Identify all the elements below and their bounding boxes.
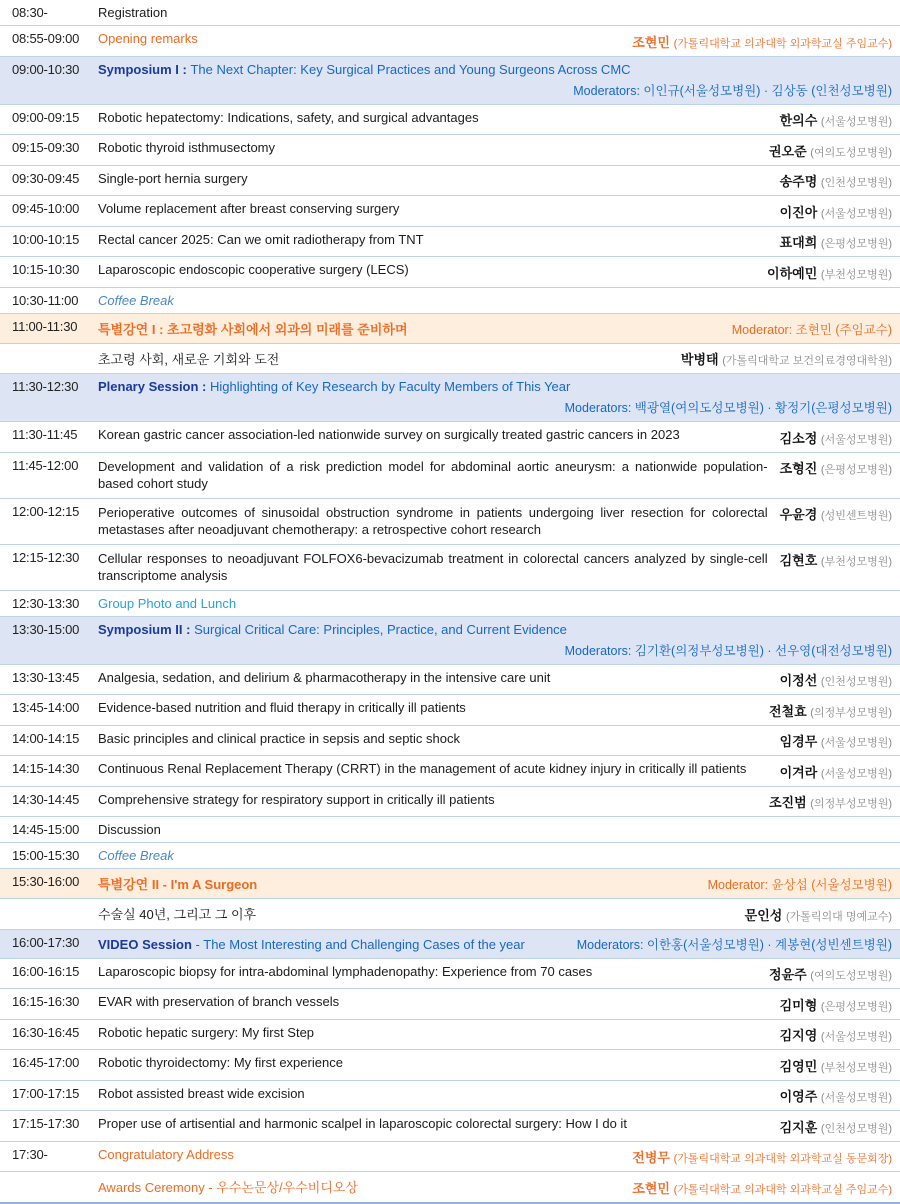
speaker	[780, 110, 892, 130]
talk-title: Comprehensive strategy for respiratory support in critically ill patients	[98, 791, 495, 807]
time-label: 14:00-14:15	[12, 730, 80, 746]
time-label: 10:30-11:00	[12, 292, 79, 308]
session-title-line	[98, 935, 892, 953]
schedule-row	[0, 1020, 900, 1051]
session-header-row	[0, 869, 900, 899]
time-label: 09:30-09:45	[12, 170, 80, 186]
speaker	[780, 761, 892, 781]
break-label: Coffee Break	[98, 292, 174, 308]
speaker-affiliation: (서울성모병원)	[820, 767, 892, 780]
session-title: 특별강연 I : 초고령화 사회에서 외과의 미래를 준비하며	[98, 321, 408, 337]
row-content	[98, 140, 757, 155]
row-content	[98, 670, 768, 685]
schedule-row	[0, 1172, 900, 1204]
row-content	[98, 848, 892, 863]
row-content	[98, 379, 892, 416]
moderators-label: Moderator: 윤상섭 (서울성모병원)	[707, 878, 892, 893]
row-content	[98, 349, 669, 368]
talk-title: Discussion	[98, 822, 161, 838]
row-content	[98, 904, 733, 923]
speaker	[780, 994, 892, 1014]
time-label: 17:30-	[12, 1146, 48, 1162]
speaker-affiliation: (인천성모병원)	[820, 1122, 892, 1135]
moderators-label: Moderators: 김기환(의정부성모병원) · 선우영(대전성모병원)	[564, 643, 892, 658]
speaker-affiliation: (가톨릭대학교 보건의료경영대학원)	[722, 355, 892, 367]
row-content	[98, 596, 892, 611]
speaker	[780, 504, 892, 524]
schedule-row	[0, 422, 900, 453]
talk-title: Proper use of artisential and harmonic scalpel in laparoscopic colorectal surgery: How I do it	[98, 1116, 627, 1132]
row-content	[98, 1086, 768, 1101]
session-title: Symposium II :	[98, 621, 191, 637]
speaker	[780, 232, 892, 252]
time-label: 09:00-10:30	[12, 61, 80, 77]
speaker-name: 조형진	[779, 461, 818, 476]
talk-title: Robotic hepatectomy: Indications, safety, and surgical advantages	[98, 109, 479, 125]
time-label: 14:15-14:30	[12, 761, 80, 777]
speaker-affiliation: (서울성모병원)	[820, 1031, 892, 1044]
time-label: 09:00-09:15	[12, 109, 80, 125]
schedule-row	[0, 499, 900, 545]
schedule-row	[0, 257, 900, 288]
row-content	[98, 761, 768, 776]
schedule-row	[0, 959, 900, 990]
speaker	[632, 1177, 892, 1197]
speaker	[769, 700, 892, 720]
speaker	[780, 731, 892, 751]
time-label: 17:00-17:15	[12, 1085, 80, 1101]
talk-title: Korean gastric cancer association-led nationwide survey on surgically treated gastric cancers in 2023	[98, 427, 680, 442]
talk-title: Laparoscopic endoscopic cooperative surgery (LECS)	[98, 262, 409, 277]
talk-title: EVAR with preservation of branch vessels	[98, 994, 340, 1010]
schedule-row	[0, 1081, 900, 1112]
time-label: 11:30-12:30	[12, 379, 79, 394]
speaker-affiliation: (여의도성모병원)	[810, 970, 892, 983]
schedule-row	[0, 989, 900, 1020]
time-label: 11:00-11:30	[12, 318, 78, 334]
schedule-row	[0, 899, 900, 930]
talk-title: Single-port hernia surgery	[98, 170, 248, 186]
speaker-name: 김미형	[779, 997, 818, 1013]
speaker	[780, 427, 892, 447]
speaker-name: 김지영	[779, 1028, 818, 1044]
row-content	[98, 935, 892, 953]
schedule-row	[0, 453, 900, 499]
speaker-name: 이하예민	[767, 265, 818, 281]
speaker-name: 김소정	[779, 430, 818, 446]
session-header-row	[0, 617, 900, 665]
speaker	[780, 1086, 892, 1106]
speaker-affiliation: (은평성모병원)	[820, 238, 892, 250]
session-header-row	[0, 314, 900, 344]
speaker-name: 김지훈	[779, 1119, 818, 1135]
row-content	[98, 110, 768, 125]
speaker-affiliation: (은평성모병원)	[820, 1000, 892, 1013]
session-title-line	[98, 62, 892, 77]
speaker	[780, 1025, 892, 1045]
schedule-row	[0, 695, 900, 726]
time-label: 15:00-15:30	[12, 848, 80, 864]
row-content	[98, 31, 620, 46]
session-header-row	[0, 57, 900, 105]
speaker-name: 전병무	[632, 1150, 670, 1166]
time-label: 14:45-15:00	[12, 822, 80, 838]
speaker-name: 이겨라	[779, 764, 818, 780]
schedule-row	[0, 135, 900, 166]
speaker	[632, 1147, 892, 1167]
speaker-affiliation: (서울성모병원)	[820, 207, 892, 220]
time-label: 11:30-11:45	[12, 427, 78, 442]
time-label: 10:00-10:15	[12, 231, 80, 247]
time-label: 14:30-14:45	[12, 791, 80, 807]
schedule-row	[0, 1050, 900, 1081]
time-label: 12:30-13:30	[12, 595, 80, 611]
session-title-line	[98, 874, 892, 893]
session-header-row	[0, 930, 900, 959]
session-title-line	[98, 319, 892, 338]
session-subtitle: Surgical Critical Care: Principles, Practice, and Current Evidence	[190, 621, 567, 637]
schedule-row	[0, 166, 900, 197]
session-title-line	[98, 622, 892, 637]
speaker-affiliation: (가톨릭대학교 의과대학 외과학교실 동문회장)	[673, 1153, 892, 1166]
row-content	[98, 504, 768, 539]
speaker-affiliation: (여의도성모병원)	[810, 146, 892, 159]
schedule-row	[0, 1111, 900, 1142]
speaker	[769, 140, 892, 160]
speaker-affiliation: (서울성모병원)	[820, 1092, 892, 1105]
speaker-name: 우윤경	[779, 507, 818, 523]
speaker	[769, 792, 892, 812]
speaker-name: 조현민	[632, 1180, 670, 1196]
talk-title: Basic principles and clinical practice in sepsis and septic shock	[98, 730, 461, 746]
time-label: 12:15-12:30	[12, 549, 80, 565]
talk-title: Development and validation of a risk prediction model for abdominal aortic aneurysm: a nationwide population-based cohort study	[98, 458, 768, 492]
time-label: 13:30-15:00	[12, 621, 80, 637]
schedule-row	[0, 227, 900, 258]
time-label: 16:30-16:45	[12, 1024, 80, 1040]
session-title-line	[98, 379, 892, 394]
row-content	[98, 458, 768, 493]
row-content	[98, 964, 757, 979]
speaker-affiliation: (부천성모병원)	[820, 1061, 892, 1074]
row-content	[98, 1177, 620, 1196]
talk-title: Congratulatory Address	[98, 1146, 234, 1162]
time-label: 13:30-13:45	[12, 669, 80, 685]
time-label: 17:15-17:30	[12, 1116, 80, 1132]
speaker-name: 문인성	[744, 907, 783, 923]
row-content	[98, 319, 892, 338]
talk-title: Registration	[98, 5, 168, 20]
speaker	[681, 349, 892, 369]
talk-title: Awards Ceremony - 우수논문상/우수비디오상	[98, 1180, 358, 1196]
row-content	[98, 232, 768, 247]
speaker	[632, 31, 892, 51]
schedule-row	[0, 105, 900, 136]
session-title: 특별강연 II - I'm A Surgeon	[98, 877, 258, 893]
row-content	[98, 792, 757, 807]
talk-title: Analgesia, sedation, and delirium & pharmacotherapy in the intensive care unit	[98, 669, 551, 685]
session-header-row	[0, 374, 900, 422]
speaker-name: 이영주	[779, 1089, 818, 1105]
time-label: 10:15-10:30	[12, 262, 80, 277]
row-content	[98, 550, 768, 585]
speaker-name: 표대희	[779, 235, 818, 250]
schedule-row	[0, 591, 900, 617]
row-content	[98, 994, 768, 1009]
talk-title: Perioperative outcomes of sinusoidal obstruction syndrome in patients undergoing liver resection for colorectal metastases after neoadjuvant chemotherapy: a retrospective cohort research	[98, 504, 768, 538]
speaker-affiliation: (가톨릭대학교 의과대학 외과학교실 주임교수)	[673, 1183, 892, 1196]
speaker-affiliation: (의정부성모병원)	[810, 798, 892, 811]
speaker	[780, 458, 892, 478]
session-title: VIDEO Session	[98, 936, 192, 952]
row-content	[98, 1025, 768, 1040]
time-label: 09:15-09:30	[12, 140, 80, 155]
speaker-affiliation: (은평성모병원)	[820, 464, 892, 476]
time-label: 12:00-12:15	[12, 503, 80, 519]
speaker-affiliation: (가톨릭대학교 의과대학 외과학교실 주임교수)	[673, 37, 892, 50]
talk-title: Rectal cancer 2025: Can we omit radiotherapy from TNT	[98, 231, 424, 247]
speaker-name: 김영민	[779, 1058, 818, 1074]
break-label: Group Photo and Lunch	[98, 595, 237, 611]
speaker-affiliation: (인천성모병원)	[820, 676, 892, 689]
time-label: 16:15-16:30	[12, 994, 80, 1010]
talk-title: Robotic hepatic surgery: My first Step	[98, 1024, 315, 1040]
schedule-row	[0, 196, 900, 227]
moderators-label: Moderator: 조현민 (주임교수)	[731, 322, 892, 337]
time-label: 08:55-09:00	[12, 31, 80, 46]
speaker-affiliation: (인천성모병원)	[820, 177, 892, 189]
talk-title: Robotic thyroid isthmusectomy	[98, 140, 276, 155]
speaker-name: 송주명	[779, 174, 818, 189]
speaker	[780, 1116, 892, 1136]
speaker	[780, 201, 892, 221]
session-subtitle: The Next Chapter: Key Surgical Practices and Young Surgeons Across CMC	[186, 61, 631, 77]
row-content	[98, 731, 768, 746]
speaker-name: 이진아	[779, 204, 818, 220]
speaker	[780, 171, 892, 191]
schedule-row	[0, 817, 900, 843]
speaker-name: 조진범	[768, 795, 807, 811]
speaker	[780, 1055, 892, 1075]
speaker-affiliation: (서울성모병원)	[820, 433, 892, 446]
time-label: 16:45-17:00	[12, 1055, 80, 1071]
row-content	[98, 1116, 768, 1131]
talk-title: Volume replacement after breast conserving surgery	[98, 201, 400, 216]
moderators-label: Moderators: 백광열(여의도성모병원) · 황정기(은평성모병원)	[564, 401, 892, 415]
speaker-affiliation: (가톨릭의대 명예교수)	[785, 910, 892, 923]
speaker-name: 박병태	[680, 352, 719, 367]
schedule-row	[0, 0, 900, 26]
row-content	[98, 262, 755, 277]
schedule-row	[0, 1142, 900, 1173]
time-label: 13:45-14:00	[12, 700, 80, 716]
speaker-name: 한의수	[779, 113, 818, 128]
row-content	[98, 62, 892, 99]
schedule-row	[0, 288, 900, 314]
moderators-label: Moderators: 이인규(서울성모병원) · 김상동 (인천성모병원)	[573, 83, 892, 98]
schedule-row	[0, 787, 900, 818]
time-label: 08:30-	[12, 5, 48, 20]
session-subtitle: - The Most Interesting and Challenging Cases of the year	[191, 936, 525, 952]
schedule-row	[0, 665, 900, 696]
speaker-affiliation: (성빈센트병원)	[820, 510, 892, 523]
speaker	[767, 262, 892, 282]
speaker-affiliation: (서울성모병원)	[820, 116, 892, 128]
time-label: 15:30-16:00	[12, 874, 80, 890]
speaker-name: 김현호	[779, 553, 818, 569]
speaker	[780, 550, 892, 570]
talk-title: Laparoscopic biopsy for intra-abdominal lymphadenopathy: Experience from 70 cases	[98, 963, 593, 979]
row-content	[98, 201, 768, 216]
session-title: Plenary Session :	[98, 379, 207, 394]
schedule-row	[0, 545, 900, 591]
schedule-row	[0, 344, 900, 375]
speaker-name: 전철효	[768, 703, 807, 719]
speaker-affiliation: (서울성모병원)	[820, 737, 892, 750]
talk-title: Robotic thyroidectomy: My first experience	[98, 1055, 343, 1071]
time-label: 11:45-12:00	[12, 457, 79, 473]
schedule-row	[0, 756, 900, 787]
row-content	[98, 171, 768, 186]
talk-title: 수술실 40년, 그리고 그 이후	[98, 907, 257, 923]
speaker	[769, 964, 892, 984]
row-content	[98, 5, 892, 20]
talk-title: Robot assisted breast wide excision	[98, 1085, 305, 1101]
row-content	[98, 1055, 768, 1070]
time-label: 09:45-10:00	[12, 201, 80, 216]
talk-title: Opening remarks	[98, 31, 198, 46]
speaker-affiliation: (부천성모병원)	[820, 556, 892, 569]
row-content	[98, 874, 892, 893]
speaker-name: 정윤주	[768, 967, 807, 983]
speaker	[745, 904, 892, 924]
schedule-row	[0, 26, 900, 57]
speaker-affiliation: (의정부성모병원)	[810, 706, 892, 719]
break-label: Coffee Break	[98, 848, 174, 864]
row-content	[98, 822, 892, 837]
session-subtitle: Highlighting of Key Research by Faculty Members of This Year	[206, 379, 571, 394]
talk-title: Continuous Renal Replacement Therapy (CRRT) in the management of acute kidney injury in critically ill patients	[98, 761, 747, 777]
row-content	[98, 1147, 620, 1162]
speaker-name: 이정선	[779, 673, 818, 689]
schedule-row	[0, 843, 900, 869]
talk-title: 초고령 사회, 새로운 기회와 도전	[98, 351, 280, 367]
row-content	[98, 427, 768, 442]
time-label: 16:00-16:15	[12, 963, 80, 979]
talk-title: Evidence-based nutrition and fluid therapy in critically ill patients	[98, 700, 466, 716]
speaker-name: 임경무	[779, 734, 818, 750]
speaker-name: 조현민	[632, 34, 670, 50]
speaker-name: 권오준	[768, 143, 807, 159]
schedule-row	[0, 726, 900, 757]
row-content	[98, 293, 892, 308]
session-title: Symposium I :	[98, 61, 187, 77]
speaker	[780, 670, 892, 690]
time-label: 16:00-17:30	[12, 934, 80, 950]
row-content	[98, 700, 757, 715]
talk-title: Cellular responses to neoadjuvant FOLFOX6-bevacizumab treatment in colorectal cancers analyzed by single-cell transcriptome analysis	[98, 550, 768, 584]
speaker-affiliation: (부천성모병원)	[820, 268, 892, 281]
row-content	[98, 622, 892, 659]
moderators-label: Moderators: 이한홍(서울성모병원) · 계봉현(성빈센트병원)	[576, 937, 892, 952]
